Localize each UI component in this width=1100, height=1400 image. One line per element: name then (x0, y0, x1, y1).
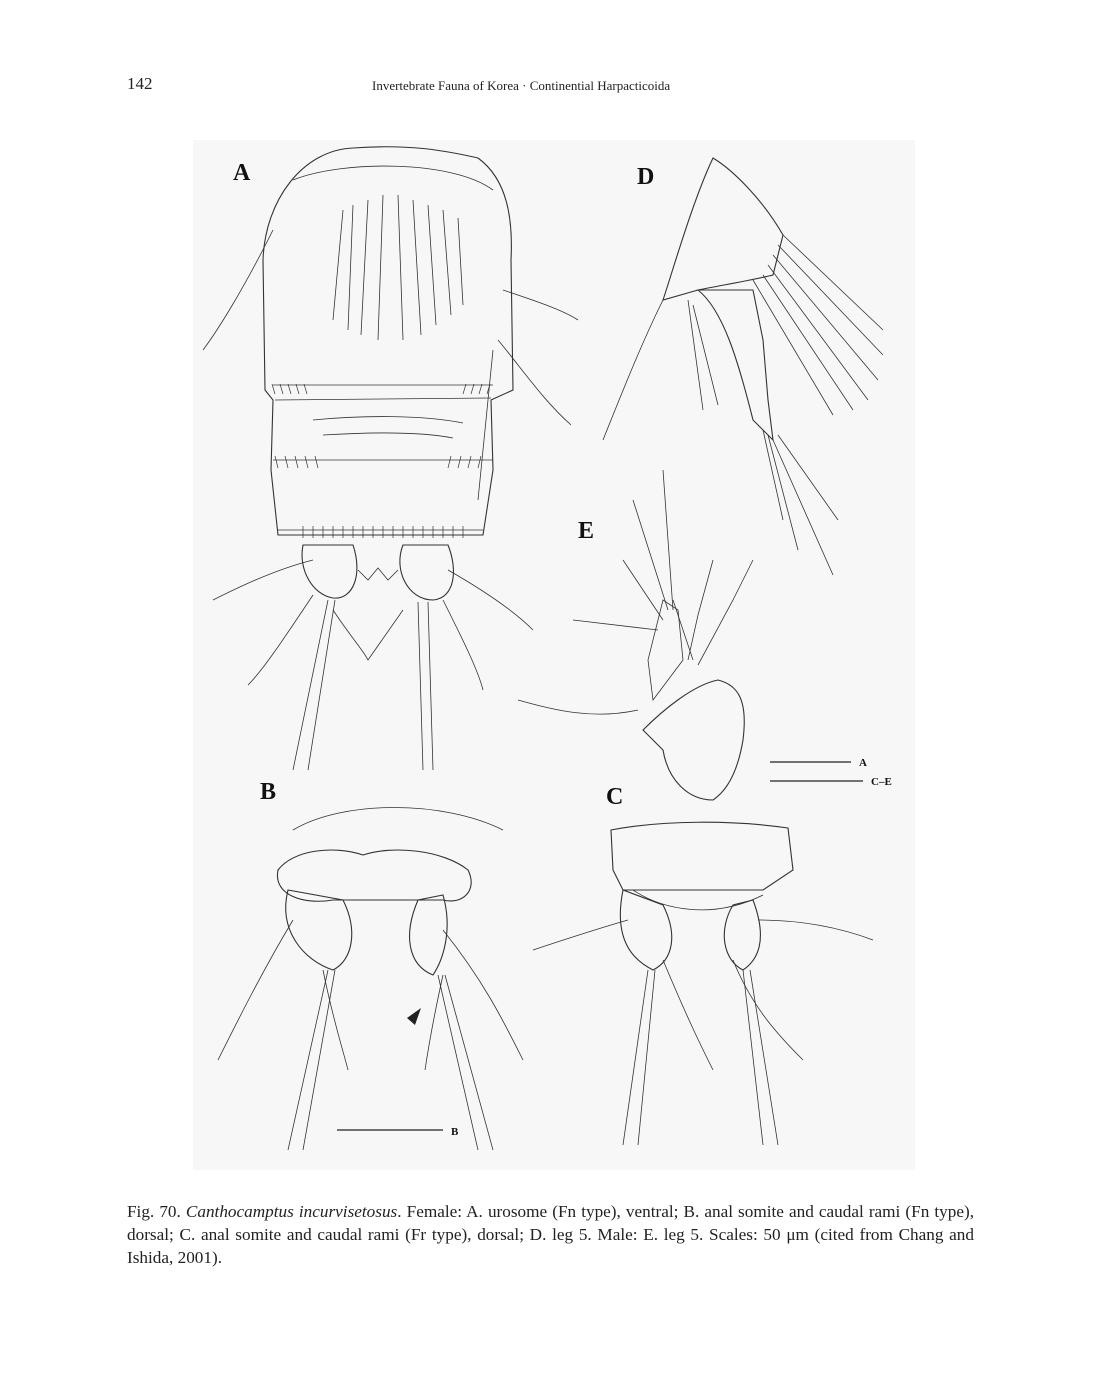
species-name: Canthocamptus incurvisetosus (185, 1202, 398, 1221)
caption-text: . Female: A. urosome (Fn type), ventral; B. anal somite and caudal rami (Fn type), dorsal; C. anal somite and caudal rami (Fr type), dorsal; D. leg 5. Male: E. leg 5. Scales: 50 μm (cited from Chang and Ishida, 2001). (127, 1202, 974, 1267)
figure-caption (127, 1200, 974, 1269)
panel-label-a: A (233, 160, 251, 186)
svg-text:C–E: C–E (871, 776, 892, 788)
svg-text:B: B (451, 1126, 459, 1138)
panel-label-c: C (606, 784, 624, 810)
figure-plate (193, 140, 915, 1170)
page-number: 142 (127, 74, 153, 93)
panel-label-b: B (260, 779, 277, 805)
figure-number: Fig. 70. (127, 1202, 181, 1221)
panel-label-d: D (637, 164, 655, 190)
running-title: Invertebrate Fauna of Korea · Continential Harpacticoida (372, 78, 671, 93)
figure-illustration (193, 140, 915, 1170)
svg-text:A: A (859, 757, 867, 769)
panel-label-e: E (578, 518, 595, 544)
